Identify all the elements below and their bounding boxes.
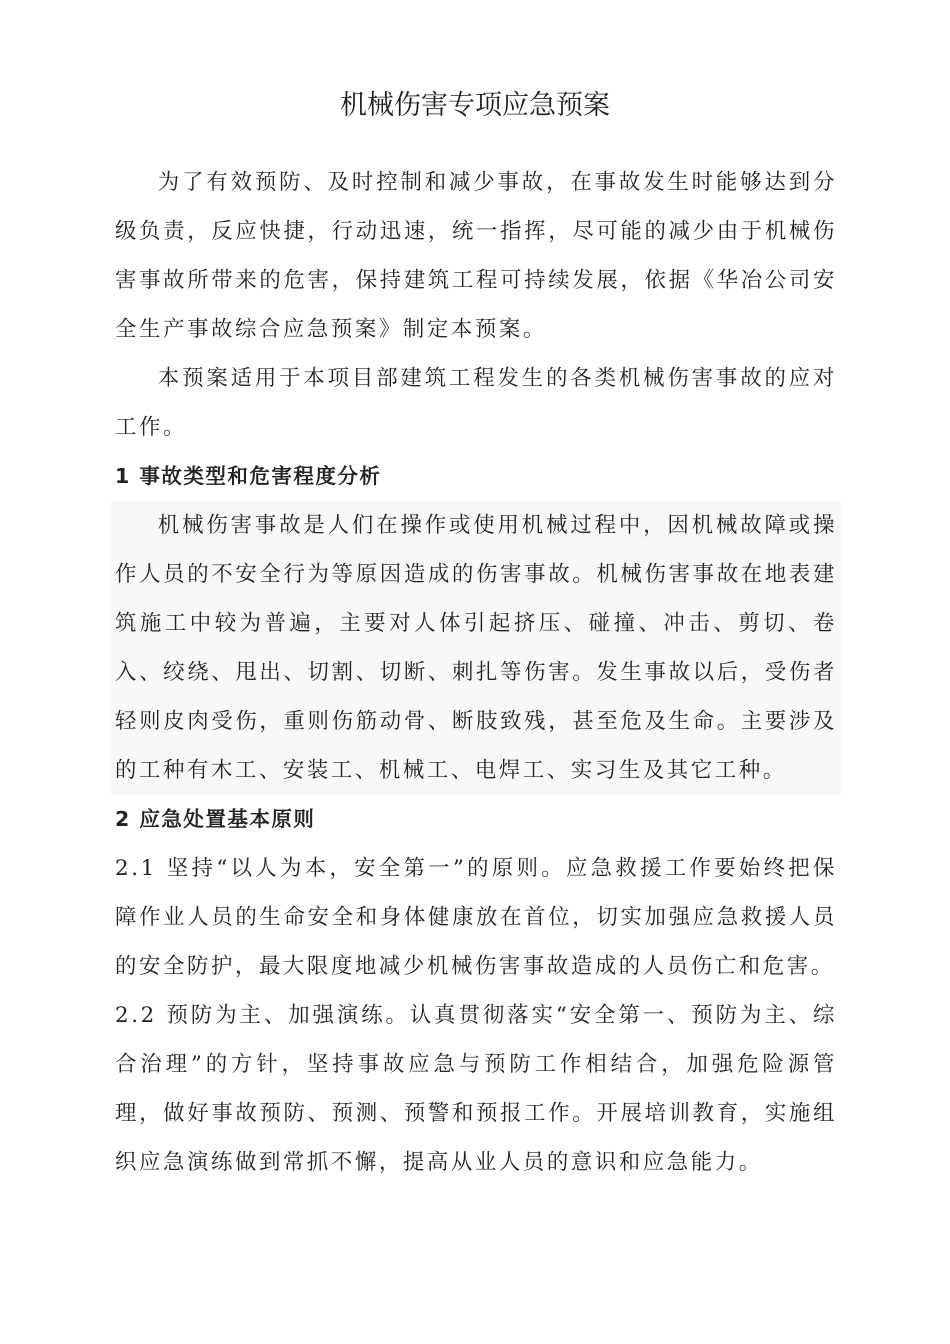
document-body — [115, 158, 837, 1187]
section-1-heading: 1 事故类型和危害程度分析 — [115, 464, 382, 488]
intro-paragraph-1: 为了有效预防、及时控制和减少事故，在事故发生时能够达到分级负责，反应快捷，行动迅速，统一指挥，尽可能的减少由于机械伤害事故所带来的危害，保持建筑工程可持续发展，依据《华冶公司安全生产事故综合应急预案》制定本预案。 — [115, 170, 837, 342]
section-1-paragraph: 机械伤害事故是人们在操作或使用机械过程中，因机械故障或操作人员的不安全行为等原因造成的伤害事故。机械伤害事故在地表建筑施工中较为普遍，主要对人体引起挤压、碰撞、冲击、剪切、卷入、绞绕、甩出、切割、切断、刺扎等伤害。发生事故以后，受伤者轻则皮肉受伤，重则伤筋动骨、断肢致残，甚至危及生命。主要涉及的工种有木工、安装工、机械工、电焊工、实习生及其它工种。 — [111, 501, 841, 795]
intro-paragraph-2: 本预案适用于本项目部建筑工程发生的各类机械伤害事故的应对工作。 — [115, 366, 837, 440]
section-2-item-2-2: 2.2 预防为主、加强演练。认真贯彻落实“安全第一、预防为主、综合治理”的方针，坚持事故应急与预防工作相结合，加强危险源管理，做好事故预防、预测、预警和预报工作。开展培训教育，实施组织应急演练做到常抓不懈，提高从业人员的意识和应急能力。 — [115, 1003, 837, 1175]
section-2-item-2-1: 2.1 坚持“以人为本，安全第一”的原则。应急救援工作要始终把保障作业人员的生命安全和身体健康放在首位，切实加强应急救援人员的安全防护，最大限度地减少机械伤害事故造成的人员伤亡和危害。 — [115, 856, 837, 979]
document-title: 机械伤害专项应急预案 — [340, 90, 610, 121]
section-2-heading: 2 应急处置基本原则 — [115, 807, 316, 831]
